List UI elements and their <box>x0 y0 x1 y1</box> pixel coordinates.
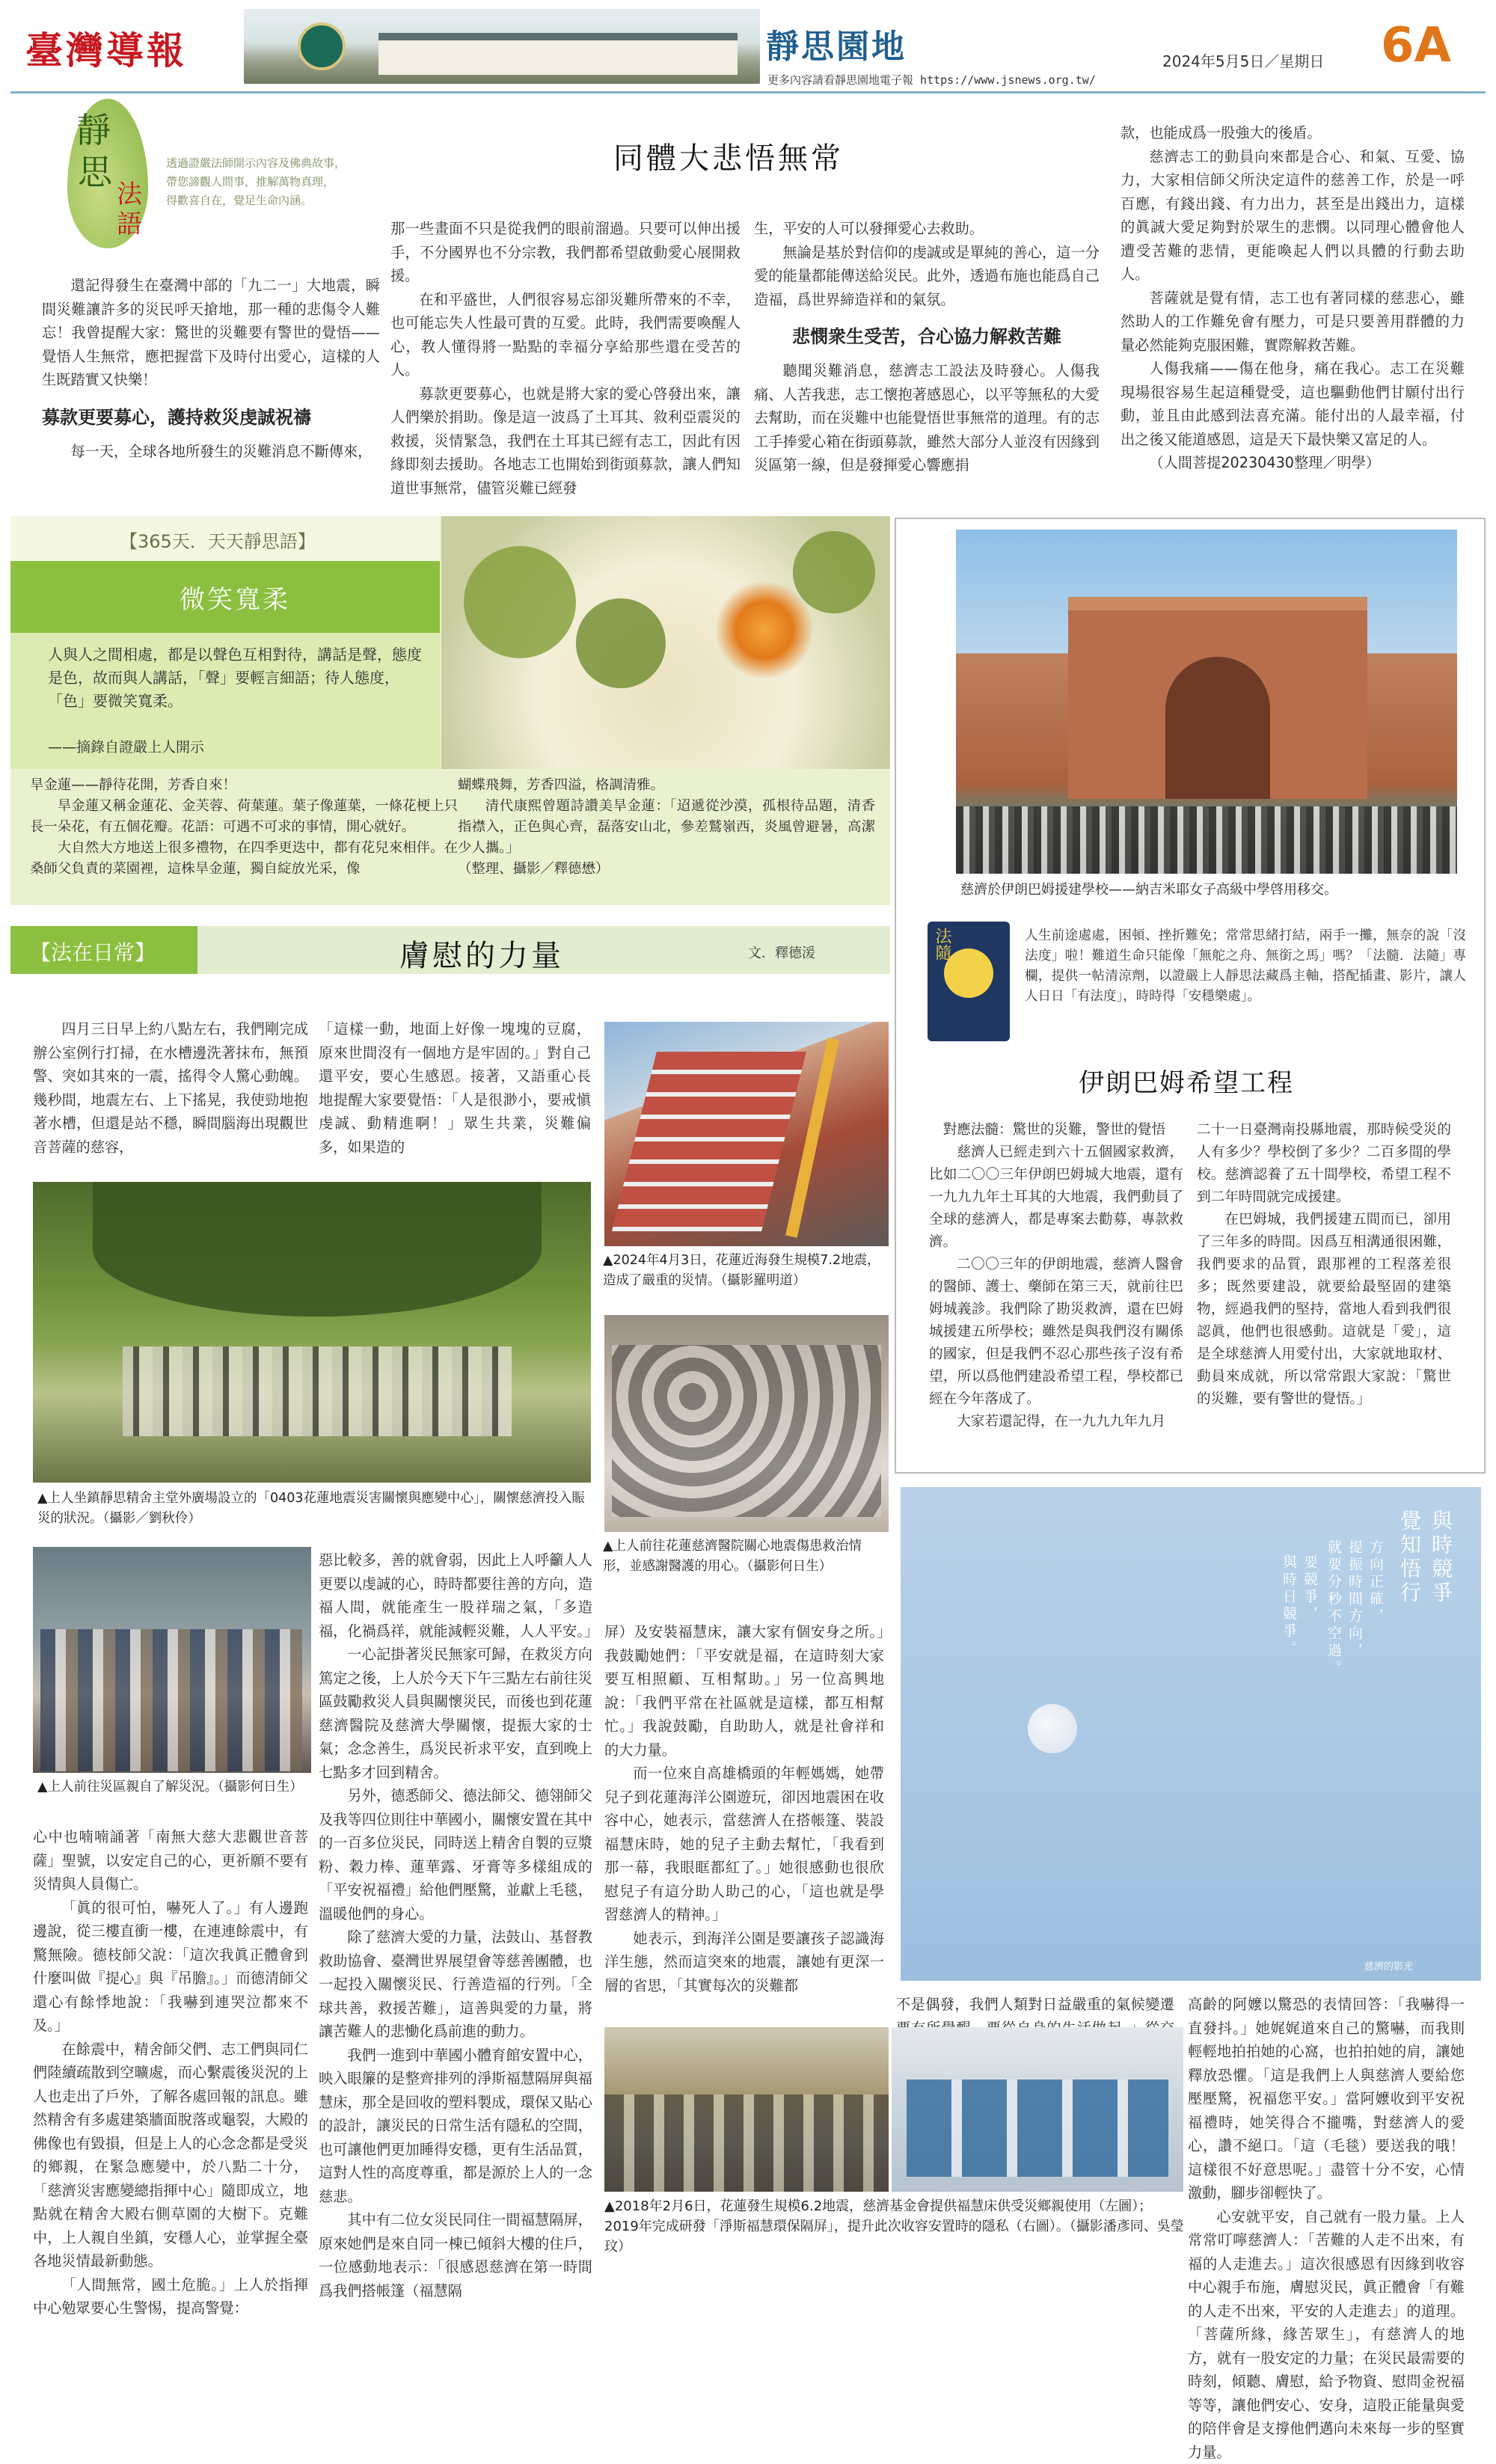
disaster-site-photo <box>33 1547 311 1773</box>
paragraph: 二〇〇三年的伊朗地震，慈濟人醫會的醫師、護士、藥師在第三天，就前往巴姆城義診。我們除了勘災救濟，還在巴姆城援建五所學校；雖然是與我們沒有關係的國家，但是我們不忍心那些孩子沒有希望，所以爲他們建設希望工程，學校都已經在今年落成了。 <box>929 1254 1183 1411</box>
jingsi-abode-building <box>378 33 738 75</box>
fa-sui-intro: 人生前途處處，困頓、挫折難免；常常思緒打結，兩手一攤，無奈的說「沒法度」啦！難道生命只能像「無舵之舟、無銜之馬」嗎？「法髓．法隨」專欄，提供一帖清涼劑，以證嚴上人靜思法藏爲主軸，搭配插畫、影片，讓人人日日「有法度」，時時得「安穩樂處」。 <box>1025 926 1466 1007</box>
paragraph: 款，也能成爲一股強大的後盾。 <box>1121 121 1465 145</box>
header-rule <box>10 91 1486 94</box>
top-article-col1 <box>42 274 380 491</box>
paragraph: 一心記掛著災民無家可歸，在救災方向篤定之後，上人於今天下午三點左右前往災區鼓勵救災人員與關懷災民，而後也到花蓮慈濟醫院及慈濟大學關懷，提振大家的士氣；念念善生，爲災民祈求平安，直到晚上七點多才回到精舍。 <box>319 1643 592 1784</box>
jingsi-glyph-fa: 法 <box>117 174 142 210</box>
top-article-col2 <box>390 217 741 500</box>
visitors-group <box>612 1345 881 1517</box>
paragraph: 另外，德悉師父、德法師父、德翎師父及我等四位則往中華國小，關懷安置在其中的一百多位災民，同時送上精舍自製的豆漿粉、穀力棒、蓮華露、牙膏等多樣組成的「平安祝福禮」給他們壓驚，並獻上毛毯，溫暖他們的身心。 <box>319 1784 592 1925</box>
photo3-caption: ▲上人前往花蓮慈濟醫院關心地震傷患救治情形，並感謝醫護的用心。（攝影何日生） <box>603 1536 884 1599</box>
section-title: 靜思園地 <box>766 19 907 67</box>
nasturtium-flower-photo <box>441 516 890 769</box>
photo1-caption: ▲2024年4月3日，花蓮近海發生規模7.2地震，造成了嚴重的災情。（攝影羅明道） <box>603 1251 884 1314</box>
paragraph: 二十一日臺灣南投縣地震，那時候受災的人有多少？學校倒了多少？二百多間的學校。慈濟認養了五十間學校，希望工程不到二年時間就完成援建。 <box>1197 1119 1451 1209</box>
dharma-daily-tag: 【法在日常】 <box>30 937 156 966</box>
paragraph: 我們一進到中華國小體育館安置中心，映入眼簾的是整齊排列的淨斯福慧隔屏與福慧床，那全是回收的塑料製成，環保又貼心的設計，讓災民的日常生活有隱私的空間，也可讓他們更加睡得安穩，更有生活品質，這對人性的高度尊重，都是源於上人的一念慈悲。 <box>319 2044 592 2209</box>
jingsi-intro-line: 帶您諦觀人間事，推解萬物真理， <box>166 173 361 191</box>
paragraph: 在和平盛世，人們很容易忘卻災難所帶來的不幸，也可能忘失人性最可貴的互愛。此時，我們需要喚醒人心，教人懂得將一點點的幸福分享給那些還在受苦的人。 <box>390 288 741 382</box>
poster-line: 就要分秒不空過。 <box>1324 1539 1344 1677</box>
paragraph: 不是偶發，我們人類對日益嚴重的氣候變遷 <box>896 1993 1174 2134</box>
nasturtium-leaf <box>576 598 666 688</box>
paragraph: 還記得發生在臺灣中部的「九二一」大地震，瞬間災難讓許多的災民呼天搶地，那一種的悲傷令人難忘！我曾提醒大家：驚世的災難要有警世的覺悟——覺悟人生無常，應把握當下及時付出愛心，這樣的人生既踏實又快樂！ <box>42 274 380 392</box>
paragraph: 她表示，到海洋公園是要讓孩子認識海洋生態，然而這突來的地震，讓她有更深一層的省思，「其實每次的災難都 <box>604 1927 884 1998</box>
poster-line: 提振時間方向， <box>1345 1539 1365 1660</box>
paragraph: 心中也喃喃誦著「南無大慈大悲觀世音菩薩」聖號，以安定自己的心，更祈願不要有災情與人員傷亡。 <box>33 1825 308 1896</box>
paragraph: 大家若還記得，在一九九九年九月 <box>929 1411 1183 1433</box>
paragraph: 對應法髓：驚世的災難，警世的覺悟 <box>929 1119 1183 1141</box>
dharma-daily-header <box>10 926 890 974</box>
hospital-visit-photo <box>604 1315 889 1532</box>
crowd <box>956 806 1457 874</box>
iran-school-photo <box>956 530 1457 874</box>
iran-col2 <box>1197 1119 1451 1448</box>
tilted-building <box>612 1052 806 1231</box>
daily-body-col2 <box>458 775 875 901</box>
subheading: 募款更要募心，護持救災虔誠祝禱 <box>42 405 380 429</box>
daily-quote-source: ——摘錄自證嚴上人開示 <box>48 736 204 756</box>
paragraph: 生，平安的人可以發揮愛心去救助。 <box>754 217 1100 241</box>
tree-canopy <box>93 1182 542 1317</box>
paragraph: 慈濟志工的動員向來都是合心、和氣、互愛、協力，大家相信師父所決定這件的慈善工作，於是一呼百應，有錢出錢、有力出力，甚至是出錢出力，這樣的眞誠大愛足夠對於眾生的悲憫。以同理心體會他人遭受苦難的悲情，更能喚起人們以具體的行動去助人。 <box>1121 145 1465 286</box>
jingsi-intro-line: 得歡喜自在，覺足生命內涵。 <box>166 191 361 210</box>
collapsed-building-photo <box>604 1022 889 1246</box>
source-line: （人間菩提20230430整理／明學） <box>1121 451 1465 475</box>
paragraph: 「眞的很可怕，嚇死人了。」有人邊跑邊說，從三樓直衝一樓，在連連餘震中，有驚無險。德枝師父說：「這次我眞正體會到什麼叫做『提心』與『吊膽』。」而德清師父還心有餘悸地說：「我嚇到連哭泣都來不及。」 <box>33 1896 308 2038</box>
dharma-colC2 <box>319 1548 592 2349</box>
paragraph: 高齡的阿嬤以驚恐的表情回答：「我嚇得一直發抖。」她娓娓道來自己的驚嚇，而我則輕輕地拍拍她的心窩，也拍拍她的肩，讓她釋放恐懼。「這是我們上人與慈濟人要給您壓壓驚，祝福您平安。」當阿嬤收到平安祝福禮時，她笑得合不攏嘴，對慈濟人的愛心，讚不絕口。「這（毛毯）要送我的哦！這樣很不好意思呢。」盡管十分不安，心情激動，腳步卻輕快了。 <box>1188 1993 1465 2205</box>
daily-quote-block <box>10 516 890 905</box>
paragraph: 四月三日早上約八點左右，我們剛完成辦公室例行打掃，在水槽邊洗著抹布，無預警、突如其來的一震，搖得令人驚心動魄。幾秒間，地震左右、上下搖晃，我使勁地抱著水槽，但還是站不穩，瞬間腦海出現觀世音菩薩的慈容， <box>33 1017 308 1159</box>
moon-poster <box>901 1487 1481 1981</box>
photo2-caption: ▲上人坐鎮靜思精舍主堂外廣場設立的「0403花蓮地震災害關懷與應變中心」，關懷慈濟投入賑災的狀況。（攝影／劉秋伶） <box>37 1489 591 1530</box>
paragraph: 除了慈濟大愛的力量，法鼓山、基督教救助協會、臺灣世界展望會等慈善團體，也一起投入關懷災民、行善造福的行列。「全球共善，救援苦難」，這善與愛的力量，將讓苦難人的悲慟化爲前進的動力。 <box>319 1925 592 2044</box>
jingsi-glyph-si: 思 <box>78 145 112 194</box>
paragraph: 菩薩就是覺有情，志工也有著同樣的慈悲心，雖然助人的工作難免會有壓力，可是只要善用群體的力量必然能夠克服困難，實際解救苦難。 <box>1121 286 1465 358</box>
poster-line: 方向正確， <box>1366 1539 1386 1625</box>
paragraph: 清代康熙曾題詩讚美旱金蓮：「迢遞從沙漠，孤根待品題，清香指襟入，正色與心齊，磊落安山北，參差鷲嶺西，炎風曾避暑，高潔少人攜。」 <box>458 796 875 859</box>
daily-quote-text: 人與人之間相處，都是以聲色互相對待，講話是聲，態度是色，故而與人講話，「聲」要輕言細語；待人態度，「色」要微笑寬柔。 <box>48 643 422 713</box>
paragraph: 蝴蝶飛舞，芳香四溢，格調清雅。 <box>458 775 875 796</box>
nasturtium-leaf <box>464 546 576 658</box>
dharma-colF <box>1188 1993 1465 2349</box>
top-article-title: 同體大悲悟無常 <box>613 135 844 177</box>
dharma-daily-title: 膚慰的力量 <box>399 932 564 975</box>
section-subline: 更多內容請看靜思園地電子報 https://www.jsnews.org.tw/ <box>767 72 1096 88</box>
school-arch <box>1165 657 1270 799</box>
poster-line: 要競爭， <box>1300 1554 1320 1623</box>
paragraph: （整理、攝影／釋德懋） <box>458 859 875 880</box>
daily-body-col1 <box>30 775 458 901</box>
top-article-col4 <box>1121 121 1465 510</box>
paragraph: 聽聞災難消息，慈濟志工設法及時發心。人傷我痛、人苦我悲，志工懷抱著感恩心，以平等無私的大愛去幫助，而在災難中也能覺悟世事無常的道理。有的志工手捧愛心箱在街頭募款，雖然大部分人並沒有因緣到災區第一線，但是發揮愛心響應捐 <box>754 359 1100 477</box>
paragraph: 那一些畫面不只是從我們的眼前溜過。只要可以伸出援手，不分國界也不分宗教，我們都希望啟動愛心展開救援。 <box>390 217 741 288</box>
daily-quote-title: 微笑寬柔 <box>180 579 290 616</box>
poster-credit: 慈濟的影光 <box>1364 1958 1413 1973</box>
fa-sui-badge <box>928 922 1010 1041</box>
paragraph: 在巴姆城，我們援建五間而已，卻用了三年多的時間。因爲互相溝通很困難，我們要求的品質，跟那裡的工程落差很多；既然要建設，就要給最堅固的建築物，經過我們的堅持，當地人看到我們很認眞，他們也很感動。這就是「愛」，這是全球慈濟人用愛付出，大家就地取材、動員來成就，所以常常跟大家說：「驚世的災難，要有警世的覺悟。」 <box>1197 1209 1451 1411</box>
fa-sui-label: 法隨 <box>934 928 951 960</box>
dharma-colB <box>319 1017 591 1174</box>
paragraph: 屏）及安裝福慧床，讓大家有個安身之所。」我鼓勵她們：「平安就是福，在這時刻大家要互相照顧、互相幫助。」另一位高興地說：「我們平常在社區就是這樣，都互相幫忙。」我說鼓勵，自助助人，就是社會祥和的大力量。 <box>604 1620 884 1762</box>
nasturtium-leaf <box>793 531 875 613</box>
jingsi-intro <box>166 154 361 210</box>
iran-photo-caption: 慈濟於伊朗巴姆援建學校——納吉米耶女子高級中學啓用移交。 <box>960 880 1462 900</box>
poster-title-1: 與時競爭 <box>1429 1510 1453 1605</box>
paragraph: 大自然大方地送上很多禮物，在四季更迭中，都有花兒來相伴。在桑師父負責的菜園裡，這株旱金蓮，獨自綻放光采，像 <box>30 838 458 880</box>
people-group <box>40 1629 302 1771</box>
subheading: 悲憫衆生受苦，合心協力解救苦難 <box>754 325 1100 349</box>
top-article-col3 <box>754 217 1100 500</box>
iran-col1 <box>929 1119 1183 1448</box>
paragraph: 惡比較多，善的就會弱，因此上人呼籲人人更要以虔誠的心，時時都要往善的方向，造福人間，就能產生一股祥瑞之氣，「多造福，化禍爲祥，就能減輕災難，人人平安。」 <box>319 1548 592 1643</box>
poster-title-2: 覺知悟行 <box>1397 1510 1421 1605</box>
daily-quote-tag: 【365天．天天靜思語】 <box>120 527 316 553</box>
paragraph: 其中有二位女災民同住一間福慧隔屏，原來她們是來自同一棟已傾斜大樓的住戶，一位感動地表示：「很感恩慈濟在第一時間爲我們搭帳篷（福慧隔 <box>319 2208 592 2302</box>
jingsi-intro-line: 透過證嚴法師開示內容及佛典故事， <box>166 154 361 173</box>
meeting-area <box>123 1346 512 1436</box>
paragraph: 慈濟人已經走到六十五個國家救濟，比如二〇〇三年伊朗巴姆城大地震，還有一九九九年土耳其的大地震，我們動員了全球的慈濟人，都是專案去勸募，專款救濟。 <box>929 1141 1183 1254</box>
paragraph: 心安就平安，自己就有一股力量。上人常常叮嚀慈濟人：「苦難的人走不出來，有福的人走進去。」這次很感恩有因緣到收容中心親手布施，膚慰災民，眞正體會「有難的人走不出來，平安的人走進去」的道理。「菩薩所緣，緣苦眾生」，有慈濟人的地方，就有一股安定的力量；在災民最需要的時刻，傾聽、膚慰，給予物資、慰問金祝福等等，讓他們安心、安身，這股正能量與愛的陪伴會是支撐他們邁向未來每一步的堅實力量。 <box>1188 2205 1465 2464</box>
photo5-caption: ▲2018年2月6日，花蓮發生規模6.2地震，慈濟基金會提供福慧床供受災鄉親使用（左圖）；2019年完成研發「淨斯福慧環保隔屏」，提升此次收容安置時的隱私（右圖）。（攝影潘彥同、吳瑩玟） <box>604 2196 1185 2259</box>
masthead <box>10 6 1486 90</box>
jingsi-leaf-logo <box>67 99 150 256</box>
photo4-caption: ▲上人前往災區親自了解災況。（攝影何日生） <box>37 1777 311 1819</box>
page-number: 6A <box>1381 18 1451 73</box>
jingsi-glyph-yu: 語 <box>117 203 142 240</box>
tzu-chi-emblem-icon <box>298 22 346 70</box>
dharma-colC1 <box>33 1825 308 2349</box>
dharma-colA <box>33 1017 308 1174</box>
dharma-daily-author: 文．釋德湲 <box>748 943 815 962</box>
moon-icon <box>1028 1704 1077 1753</box>
poster-line: 與時日競爭。 <box>1279 1554 1299 1658</box>
dharma-colD <box>604 1620 884 2024</box>
masthead-banner-photo <box>244 9 760 84</box>
response-center-photo <box>33 1182 591 1483</box>
paragraph: 「這樣一動，地面上好像一塊塊的豆腐，原來世間沒有一個地方是牢固的。」對自己還平安，要心生感恩。接著，又語重心長地提醒大家要覺悟：「人是很渺小，要戒愼虔誠、動精進啊！」眾生共業，災難偏多，如果造的 <box>319 1017 591 1159</box>
shelter-beds-photo-left <box>604 2027 889 2192</box>
partitions <box>907 2080 1168 2177</box>
paragraph: 旱金蓮又稱金蓮花、金芙蓉、荷葉蓮。葉子像蓮葉，一條花梗上只長一朵花，有五個花瓣。花語：可遇不可求的事情，開心就好。 <box>30 796 458 838</box>
paragraph: 無論是基於對信仰的虔誠或是單純的善心，這一分愛的能量都能傳送給災民。此外，透過布施也能爲自己造福，爲世界締造祥和的氣氛。 <box>754 241 1100 312</box>
paragraph: 每一天，全球各地所發生的災難消息不斷傳來， <box>42 440 380 464</box>
paragraph: 旱金蓮——靜待花開，芳香自來！ <box>30 775 458 796</box>
paragraph: 而一位來自高雄橋頭的年輕媽媽，她帶兒子到花蓮海洋公園遊玩，卻因地震困在收容中心，她表示，當慈濟人在搭帳篷、裝設福慧床時，她的兒子主動去幫忙，「我看到那一幕，我眼眶都紅了。」她很感動也很欣慰兒子有這分助人助己的心，「這也就是學習慈濟人的精神。」 <box>604 1762 884 1927</box>
iran-article-title: 伊朗巴姆希望工程 <box>1079 1062 1294 1099</box>
shelter-beds-photo-right <box>892 2027 1183 2192</box>
paragraph: 人傷我痛——傷在他身，痛在我心。志工在災難現場很容易生起這種覺受，這也驅動他們甘願付出行動，並且由此感到法喜充滿。能付出的人最幸福，付出之後又能道感恩，這是天下最快樂又富足的人。 <box>1121 357 1465 451</box>
jingsi-glyph-jing: 靜 <box>76 103 111 153</box>
masthead-logo: 臺灣導報 <box>25 21 187 75</box>
issue-date: 2024年5月5日／星期日 <box>1162 49 1324 71</box>
paragraph: 在餘震中，精舍師父們、志工們與同仁們陸續疏散到空曠處，而心繫震後災況的上人也走出了戶外，了解各處回報的訊息。雖然精舍有多處建築牆面脫落或龜裂，大殿的佛像也有毀損，但是上人的心念念都是受災的鄉親，在緊急應變中，於八點二十分，「慈濟災害應變總指揮中心」隨即成立，地點就在精舍大殿右側草園的大樹下。克難中，上人親自坐鎮，安穩人心，並掌握全臺各地災情最新動態。 <box>33 2038 308 2273</box>
paragraph: 「人間無常，國土危脆。」上人於指揮中心勉眾要心生警惕，提高警覺： <box>33 2273 308 2320</box>
beds <box>604 2094 889 2192</box>
paragraph: 募款更要募心，也就是將大家的愛心啓發出來，讓人們樂於捐助。像是這一波爲了土耳其、敘利亞震災的救援，災情緊急，我們在土耳其已經有志工，因此有因緣即刻去援助。各地志工也開始到街頭募款，讓人們知道世事無常，儘管災難已經發 <box>390 382 741 500</box>
